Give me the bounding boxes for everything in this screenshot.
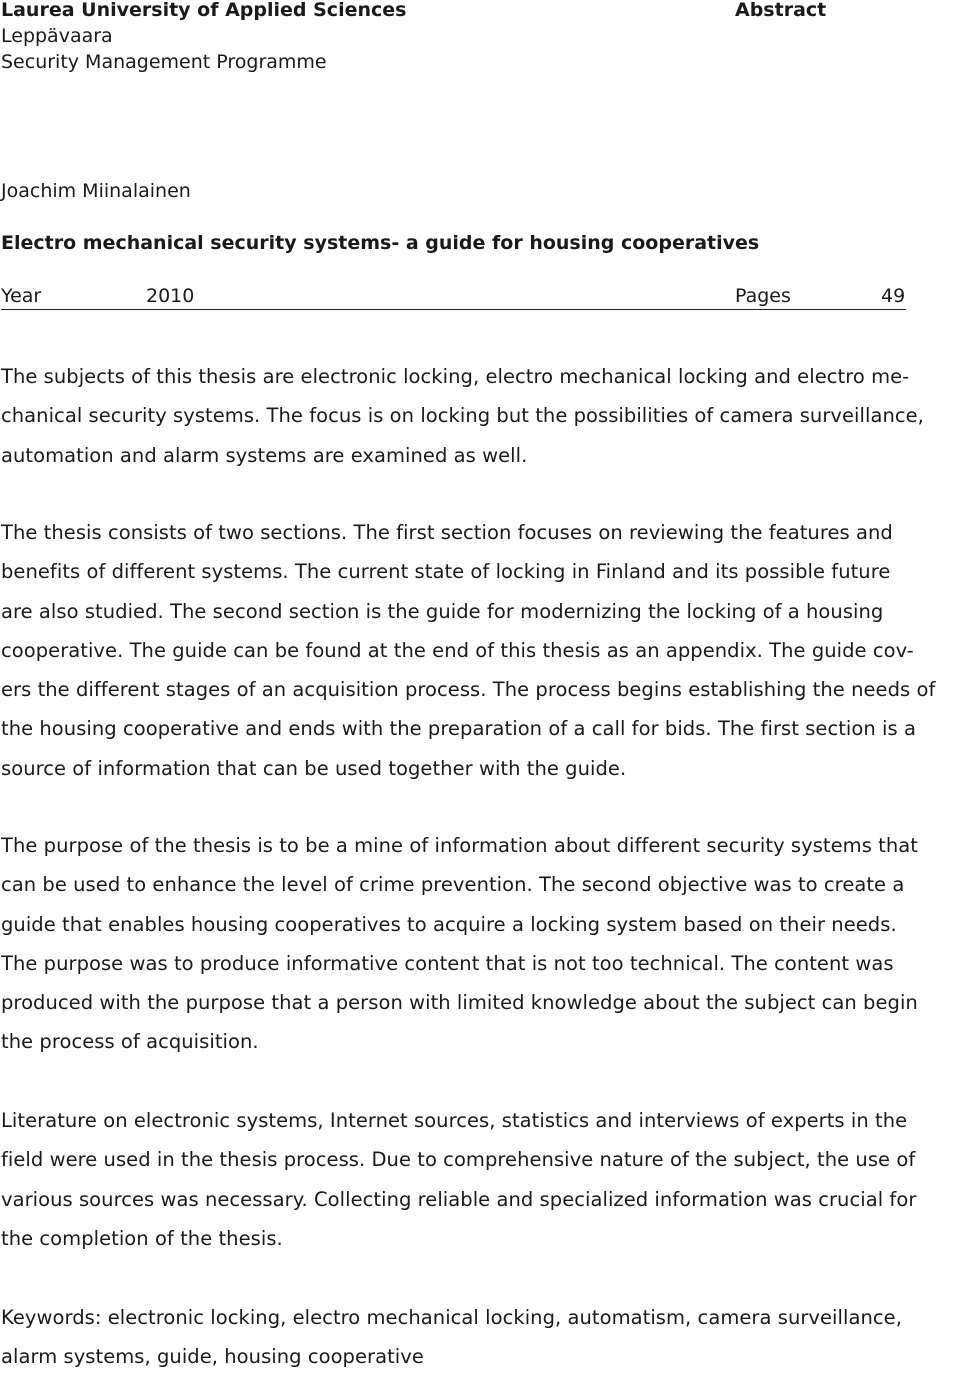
abstract-paragraph-1 — [1, 357, 959, 475]
paragraph-line: the completion of the thesis. — [1, 1226, 283, 1250]
paragraph-line: various sources was necessary. Collecting reliable and specialized information was crucial for — [1, 1187, 917, 1211]
keywords — [1, 1298, 959, 1377]
paragraph-line: The purpose was to produce informative content that is not too technical. The content was — [1, 951, 894, 975]
programme-name: Security Management Programme — [1, 51, 327, 73]
paragraph-line: benefits of different systems. The current state of locking in Finland and its possible future — [1, 560, 891, 584]
pages-value: 49 — [881, 285, 906, 307]
header-institution-block — [1, 0, 406, 75]
paragraph-line: ers the different stages of an acquisition process. The process begins establishing the needs of — [1, 678, 936, 702]
campus-name: Leppävaara — [1, 25, 113, 47]
paragraph-line: The subjects of this thesis are electronic locking, electro mechanical locking and electro me- — [1, 365, 910, 388]
keywords-line: alarm systems, guide, housing cooperative — [1, 1345, 424, 1369]
abstract-paragraph-2 — [1, 513, 959, 788]
paragraph-line: Literature on electronic systems, Internet sources, statistics and interviews of experts in the — [1, 1109, 908, 1132]
paragraph-line: produced with the purpose that a person with limited knowledge about the subject can begin — [1, 991, 918, 1015]
year-value: 2010 — [146, 285, 195, 307]
keywords-line: Keywords: electronic locking, electro mechanical locking, automatism, camera surveillance, — [1, 1306, 902, 1329]
section-label: Abstract — [735, 0, 827, 21]
paragraph-line: automation and alarm systems are examined as well. — [1, 443, 528, 467]
abstract-paragraph-3 — [1, 826, 959, 1062]
paragraph-line: the process of acquisition. — [1, 1030, 259, 1054]
meta-row — [1, 283, 906, 310]
paragraph-line: source of information that can be used together with the guide. — [1, 756, 627, 780]
year-label: Year — [1, 285, 42, 307]
paragraph-line: are also studied. The second section is the guide for modernizing the locking of a housing — [1, 599, 884, 623]
paragraph-line: guide that enables housing cooperatives to acquire a locking system based on their needs. — [1, 912, 897, 936]
thesis-title: Electro mechanical security systems- a guide for housing cooperatives — [1, 232, 760, 254]
pages-label: Pages — [735, 285, 791, 307]
abstract-paragraph-4 — [1, 1101, 959, 1258]
author-name: Joachim Miinalainen — [1, 180, 191, 202]
paragraph-line: field were used in the thesis process. Due to comprehensive nature of the subject, the use of — [1, 1148, 916, 1172]
paragraph-line: The purpose of the thesis is to be a mine of information about different security systems that — [1, 834, 918, 857]
paragraph-line: can be used to enhance the level of crime prevention. The second objective was to create a — [1, 873, 905, 897]
paragraph-line: The thesis consists of two sections. The first section focuses on reviewing the features and — [1, 521, 893, 544]
paragraph-line: chanical security systems. The focus is on locking but the possibilities of camera surveillance, — [1, 404, 924, 428]
institution-name: Laurea University of Applied Sciences — [1, 0, 407, 21]
paragraph-line: the housing cooperative and ends with the preparation of a call for bids. The first section is a — [1, 717, 916, 741]
paragraph-line: cooperative. The guide can be found at the end of this thesis as an appendix. The guide cov- — [1, 638, 914, 662]
